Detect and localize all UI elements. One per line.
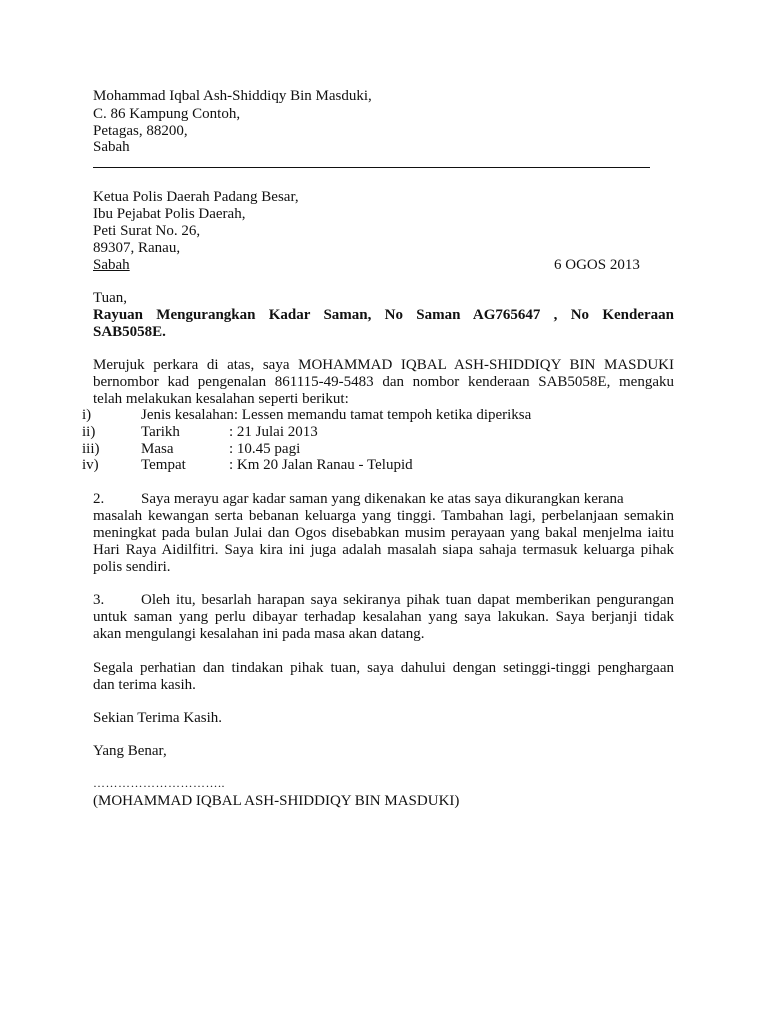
sender-address-line1: C. 86 Kampung Contoh,: [93, 106, 241, 122]
paragraph-2-number: 2.: [93, 491, 105, 507]
paragraph-2-line-4: Hari Raya Aidilfitri. Saya kira ini juga adalah masalah siapa sahaja termasuk keluarga pihak: [93, 542, 674, 558]
recipient-office: Ibu Pejabat Polis Daerah,: [93, 206, 246, 222]
signature-name: (MOHAMMAD IQBAL ASH-SHIDDIQY BIN MASDUKI): [93, 793, 460, 809]
list-item-number: iii): [82, 441, 100, 457]
paragraph-2-line-3: meningkat pada bulan Julai dan Ogos disebabkan musim perayaan yang bakal menjelma iaitu: [93, 525, 674, 541]
subject-line-1: Rayuan Mengurangkan Kadar Saman, No Saman AG765647 , No Kenderaan: [93, 307, 674, 323]
sender-state: Sabah: [93, 139, 130, 155]
sender-name: Mohammad Iqbal Ash-Shiddiqy Bin Masduki,: [93, 88, 372, 104]
intro-line-2: bernombor kad pengenalan 861115-49-5483 dan nombor kenderaan SAB5058E, mengaku: [93, 374, 674, 390]
sign-off: Yang Benar,: [93, 743, 167, 759]
recipient-po-box: Peti Surat No. 26,: [93, 223, 201, 239]
paragraph-3-line-1: Oleh itu, besarlah harapan saya sekiranya pihak tuan dapat memberikan pengurangan: [141, 592, 674, 608]
letter-date: 6 OGOS 2013: [554, 257, 640, 273]
recipient-title: Ketua Polis Daerah Padang Besar,: [93, 189, 299, 205]
list-item-value: : 21 Julai 2013: [229, 424, 318, 440]
paragraph-3-line-3: akan mengulangi kesalahan ini pada masa akan datang.: [93, 626, 425, 642]
paragraph-2-line-2: masalah kewangan serta bebanan keluarga yang tinggi. Tambahan lagi, perbelanjaan semakin: [93, 508, 674, 524]
header-divider: [93, 167, 650, 168]
sender-address-line2: Petagas, 88200,: [93, 123, 188, 139]
list-item-number: i): [82, 407, 92, 423]
paragraph-4-line-2: dan terima kasih.: [93, 677, 196, 693]
subject-line-2: SAB5058E.: [93, 324, 166, 340]
list-item-value: : Km 20 Jalan Ranau - Telupid: [229, 457, 413, 473]
list-item-label: Tempat: [141, 457, 186, 473]
list-item-label: Tarikh: [141, 424, 180, 440]
closing-text: Sekian Terima Kasih.: [93, 710, 223, 726]
recipient-state: Sabah: [93, 257, 130, 273]
list-item-number: ii): [82, 424, 96, 440]
salutation: Tuan,: [93, 290, 128, 306]
intro-line-1: Merujuk perkara di atas, saya MOHAMMAD IQBAL ASH-SHIDDIQY BIN MASDUKI: [93, 357, 674, 373]
signature-line: …………………………..: [93, 776, 225, 790]
list-item-value: : 10.45 pagi: [229, 441, 301, 457]
paragraph-3-line-2: untuk saman yang perlu dibayar terhadap kesalahan yang saya lakukan. Saya berjanji tidak: [93, 609, 674, 625]
list-item-number: iv): [82, 457, 99, 473]
list-item-label: Jenis kesalahan: Lessen memandu tamat tempoh ketika diperiksa: [141, 407, 532, 423]
list-item-label: Masa: [141, 441, 174, 457]
paragraph-2-line-1: Saya merayu agar kadar saman yang dikenakan ke atas saya dikurangkan kerana: [141, 491, 624, 507]
recipient-postcode-city: 89307, Ranau,: [93, 240, 181, 256]
paragraph-4-line-1: Segala perhatian dan tindakan pihak tuan, saya dahului dengan setinggi-tinggi penghargaan: [93, 660, 674, 676]
paragraph-3-number: 3.: [93, 592, 105, 608]
intro-line-3: telah melakukan kesalahan seperti berikut:: [93, 391, 349, 407]
paragraph-2-line-5: polis sendiri.: [93, 559, 171, 575]
